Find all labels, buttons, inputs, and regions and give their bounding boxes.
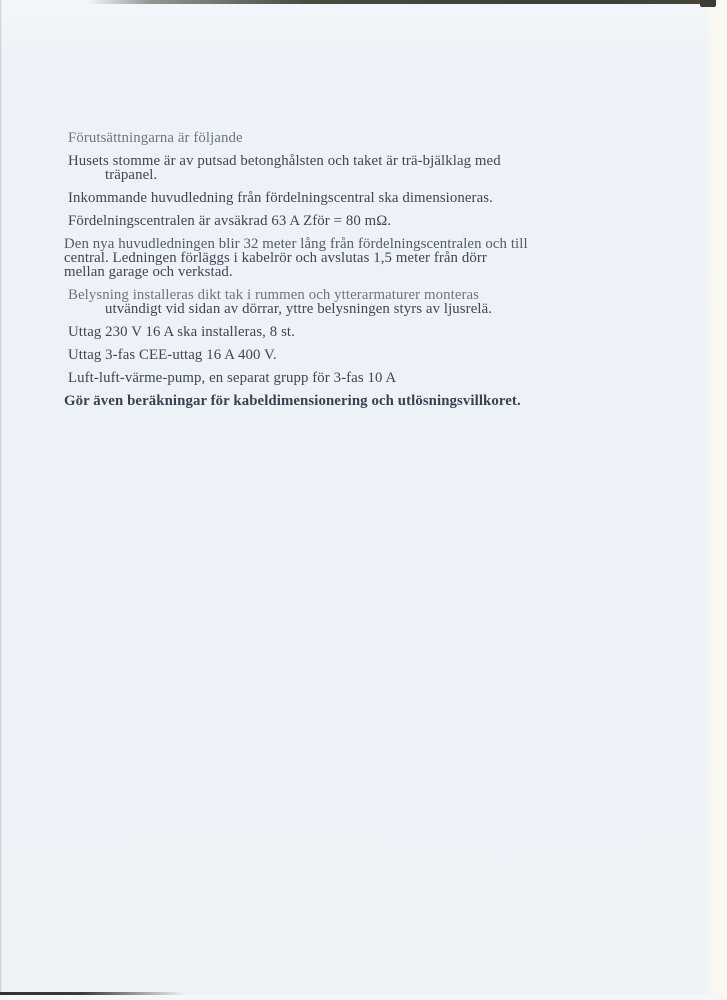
paragraph-task-bold xyxy=(64,394,548,408)
paragraph-incoming-main xyxy=(68,191,548,205)
paragraph-new-main-line xyxy=(64,237,548,279)
text-line: Förutsättningarna är följande xyxy=(68,130,243,146)
scan-edge-bottom-background xyxy=(0,995,727,1000)
text-line: utvändigt vid sidan av dörrar, yttre belysningen styrs av ljusrelä. xyxy=(105,301,493,317)
text-line: Uttag 3-fas CEE-uttag 16 A 400 V. xyxy=(68,347,277,363)
scan-edge-bottom xyxy=(0,992,185,995)
document-text xyxy=(64,130,548,417)
paragraph-heat-pump xyxy=(68,371,548,385)
text-line: träpanel. xyxy=(105,167,158,183)
text-line: Belysning installeras dikt tak i rummen och ytterarmaturer monteras xyxy=(68,287,480,303)
text-line: mellan garage och verkstad. xyxy=(64,264,233,280)
text-line: Luft-luft-värme-pump, en separat grupp för 3-fas 10 A xyxy=(68,370,397,386)
scan-edge-top-right-corner xyxy=(700,0,716,7)
text-line: Husets stomme är av putsad betonghålsten och taket är trä-bjälklag med xyxy=(68,153,501,169)
paragraph-intro xyxy=(68,131,548,145)
paragraph-outlets-230v xyxy=(68,325,548,339)
paragraph-lighting xyxy=(68,288,548,316)
paragraph-house-structure xyxy=(68,154,548,182)
text-line: Inkommande huvudledning från fördelningscentral ska dimensioneras. xyxy=(68,190,493,206)
text-line: Uttag 230 V 16 A ska installeras, 8 st. xyxy=(68,324,295,340)
text-line: Gör även beräkningar för kabeldimensionering och utlösningsvillkoret. xyxy=(64,393,521,409)
scanner-background-strip xyxy=(703,0,727,1000)
text-line: Den nya huvudledningen blir 32 meter lång från fördelningscentralen och till xyxy=(64,236,528,252)
text-line: central. Ledningen förläggs i kabelrör och avslutas 1,5 meter från dörr xyxy=(64,250,487,266)
paragraph-distribution-central xyxy=(68,214,548,228)
scan-edge-top xyxy=(88,0,716,4)
paragraph-outlets-cee xyxy=(68,348,548,362)
text-line: Fördelningscentralen är avsäkrad 63 A Zför = 80 mΩ. xyxy=(68,213,392,229)
scan-edge-left xyxy=(0,0,2,1000)
